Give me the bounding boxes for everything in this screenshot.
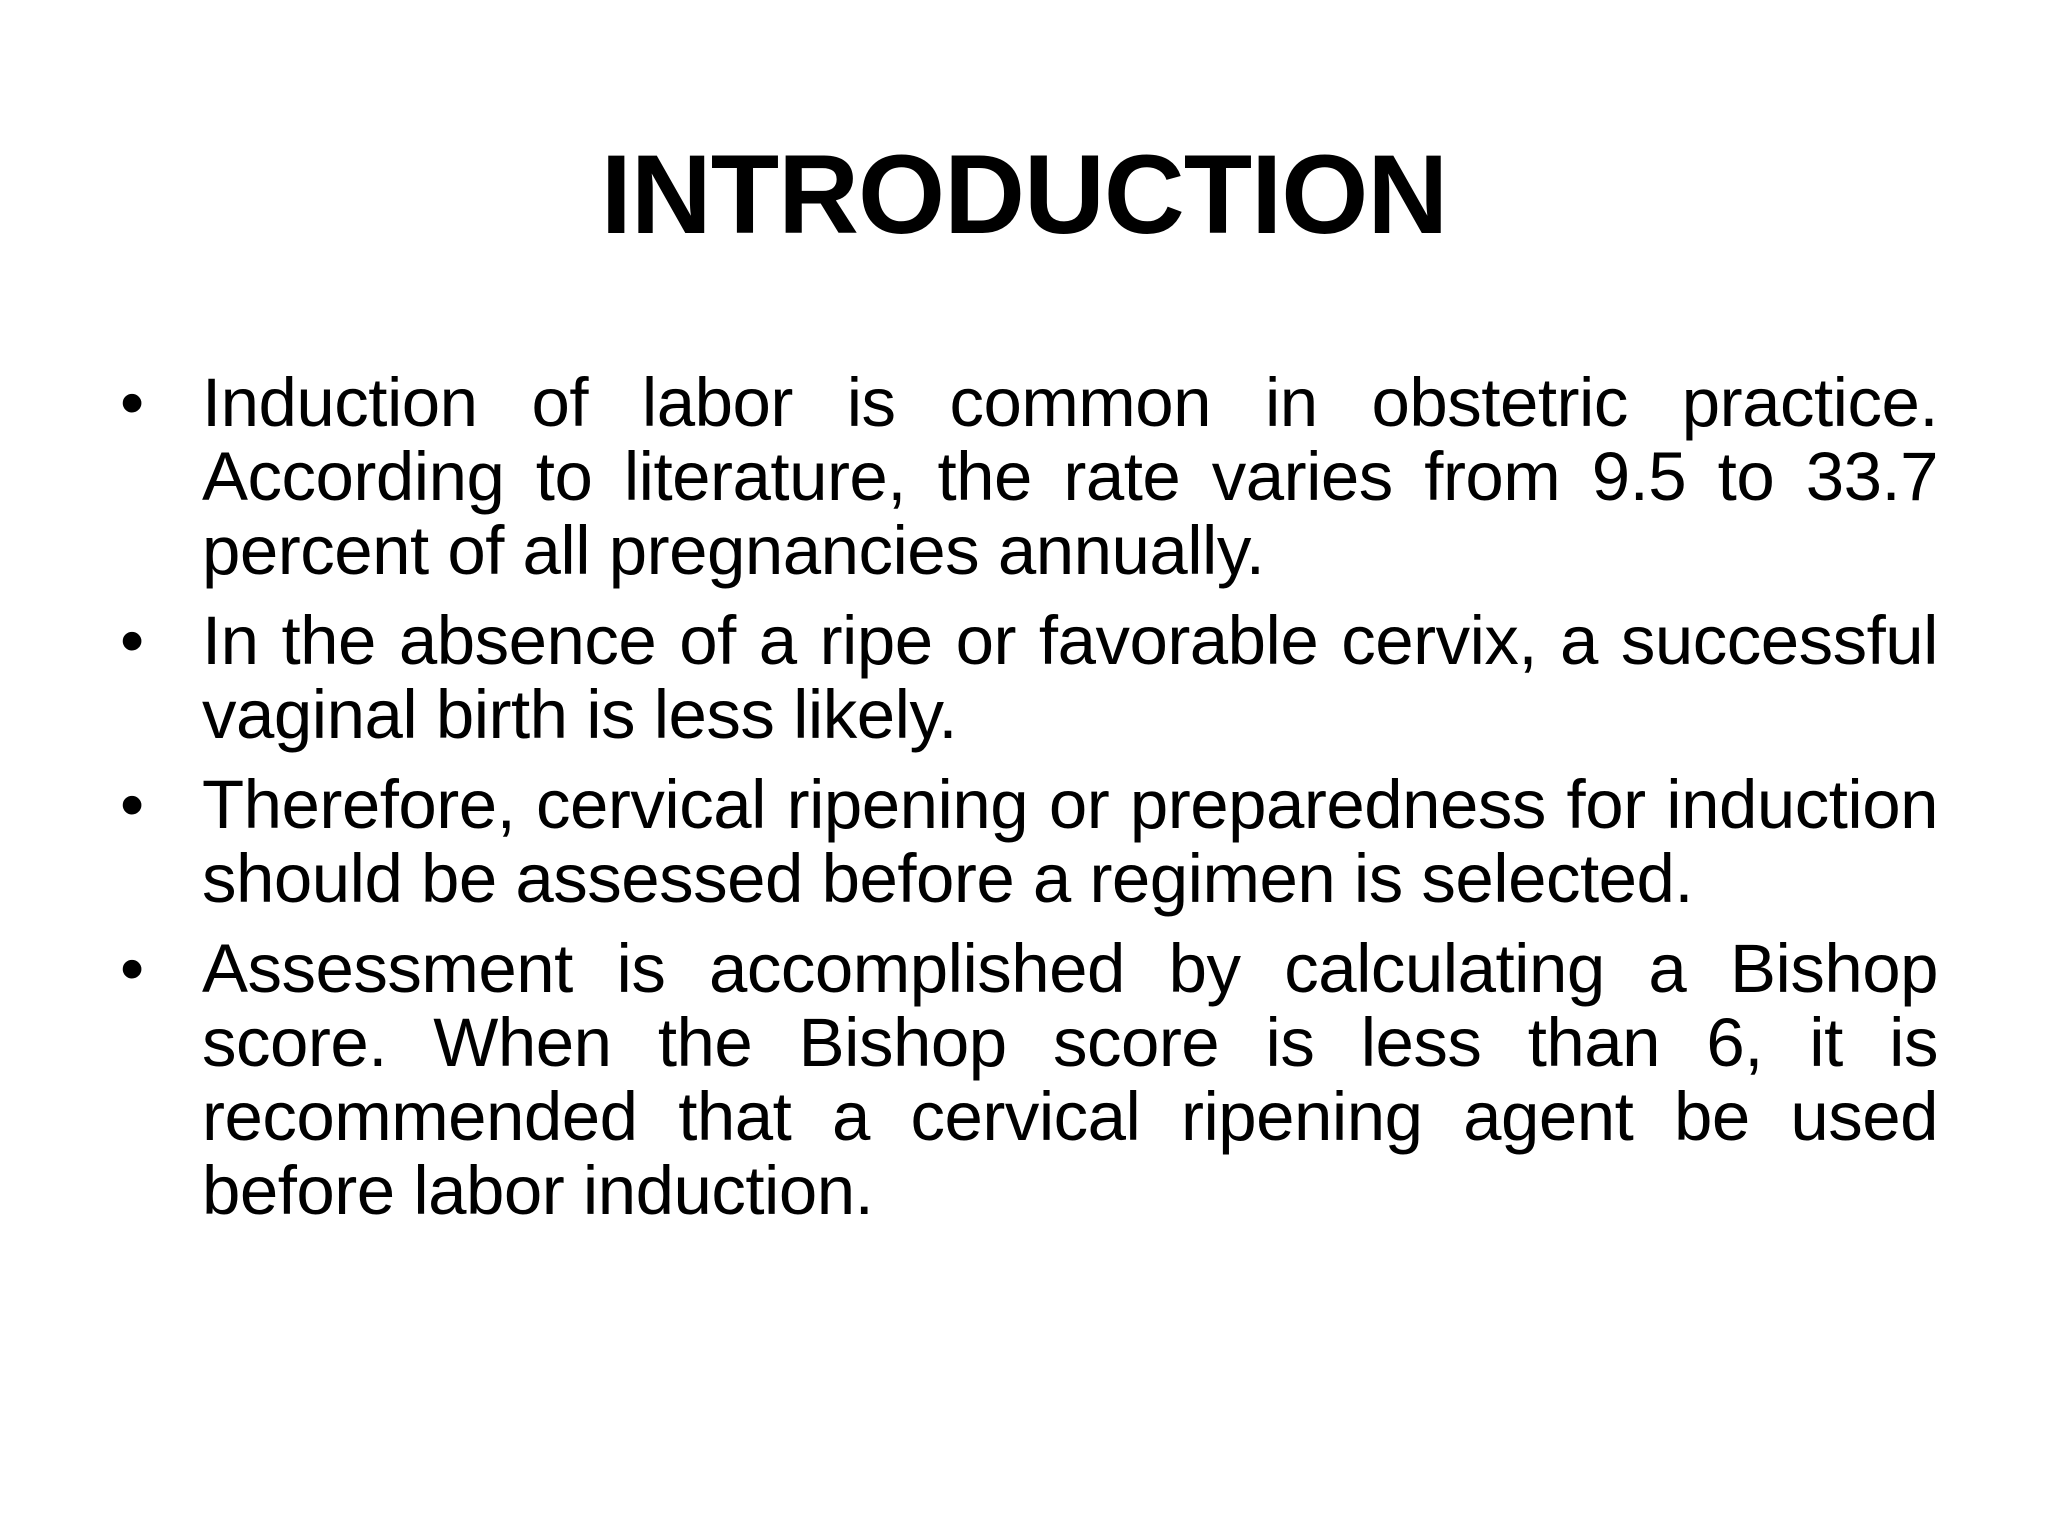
bullet-text: In the absence of a ripe or favorable cervix, a successful vaginal birth is less likely. [202,602,1938,753]
bullet-item [120,604,1938,752]
bullet-dot-icon: • [120,930,144,1007]
bullet-list [120,366,1938,1244]
bullet-item [120,768,1938,916]
bullet-text: Induction of labor is common in obstetric practice. According to literature, the rate varies from 9.5 to 33.7 percent of all pregnancies annually. [202,364,1938,589]
bullet-item [120,932,1938,1228]
bullet-dot-icon: • [120,766,144,843]
slide-title: INTRODUCTION [600,132,1448,257]
bullet-item [120,366,1938,588]
bullet-text: Assessment is accomplished by calculating a Bishop score. When the Bishop score is less than 6, it is recommended that a cervical ripening agent be used before labor induction. [202,930,1938,1229]
bullet-dot-icon: • [120,364,144,441]
bullet-text: Therefore, cervical ripening or preparedness for induction should be assessed before a regimen is selected. [202,766,1938,917]
bullet-dot-icon: • [120,602,144,679]
